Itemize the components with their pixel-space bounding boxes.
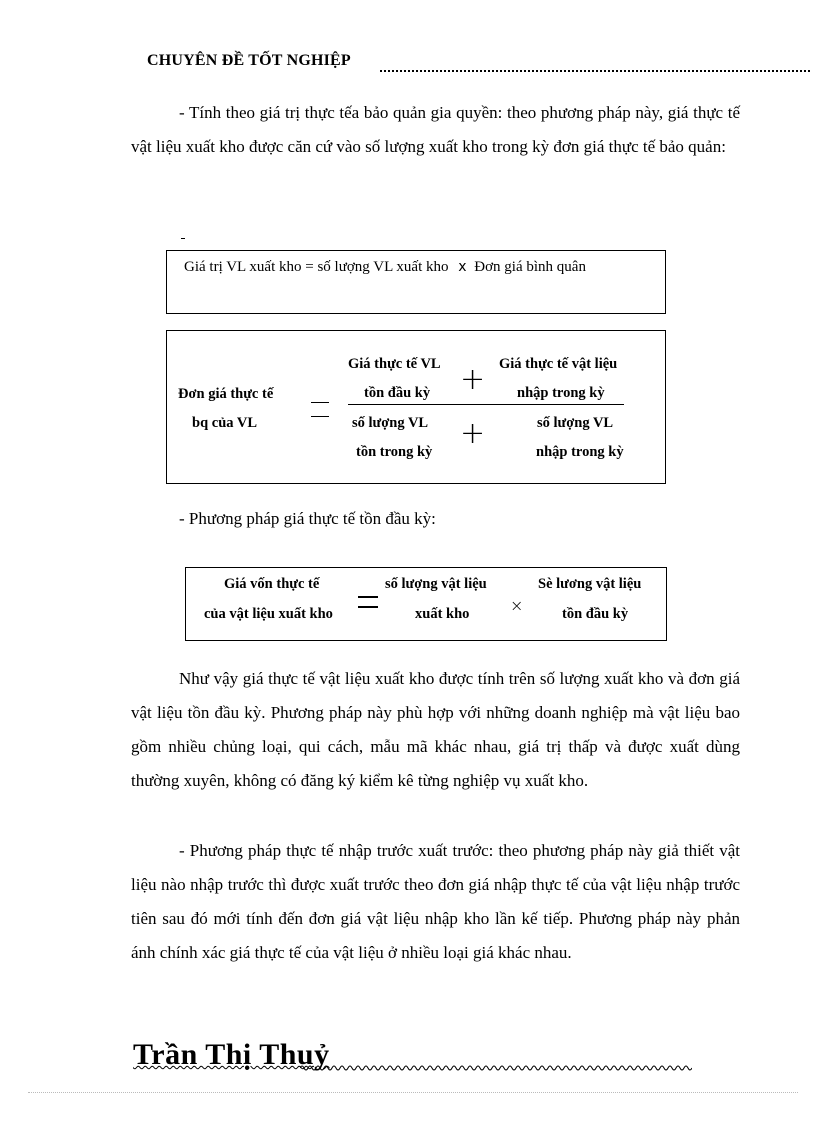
formula-box-average-unit-price	[166, 330, 666, 484]
formula-export-value-rhs: Đơn giá bình quân	[474, 259, 586, 275]
lhs-line2: bq của VL	[192, 415, 258, 431]
formula-export-value-lhs: Giá trị VL xuất kho = số lượng VL xuất kho	[184, 259, 449, 275]
numerator-a-line2: tồn đầu kỳ	[364, 385, 431, 401]
middle-line2: xuất kho	[415, 606, 470, 622]
formula-box-export-value	[166, 250, 666, 314]
lhs-line1: Giá vốn thực tế	[224, 576, 320, 592]
paragraph-opening-stock-method: - Phương pháp giá thực tế tồn đầu kỳ:	[179, 509, 436, 528]
equals-sign-bottom	[311, 416, 329, 417]
times-symbol: ×	[510, 596, 524, 615]
numerator-b-line2: nhập trong kỳ	[517, 385, 605, 401]
numerator-plus-icon: +	[460, 362, 486, 397]
document-header-title: CHUYÊN ĐỀ TỐT NGHIỆP	[147, 52, 351, 69]
rhs-line2: tồn đầu kỳ	[562, 606, 629, 622]
paragraph-weighted-average-intro: - Tính theo giá trị thực tếa bảo quản gia quyền: theo phương pháp này, giá thực tế vật liệu xuất kho được căn cứ vào số lượng xuất kho trong kỳ đơn giá thực tế bảo quản:	[131, 103, 740, 156]
signature-wavy-underline	[300, 1064, 692, 1072]
rhs-line1: Sè lương vật liệu	[538, 576, 642, 592]
footer-dotted-rule	[28, 1092, 798, 1093]
lhs-line1: Đơn giá thực tế	[178, 386, 274, 402]
author-signature: Trần Thị Thuỷ	[133, 1038, 330, 1071]
middle-line1: số lượng vật liệu	[385, 576, 487, 592]
lhs-line2: của vật liệu xuất kho	[204, 606, 333, 622]
denominator-a-line2: tồn trong kỳ	[356, 444, 433, 460]
paragraph-method-conclusion: Như vậy giá thực tế vật liệu xuất kho được tính trên số lượng xuất kho và đơn giá vật liệu tồn đầu kỳ. Phương pháp này phù hợp với những doanh nghiệp mà vật liệu bao gồm nhiều chủng loại, qui cách, mẫu mã khác nhau, giá trị thấp và được xuất dùng thường xuyên, không có đăng ký kiểm kê từng nghiệp vụ xuất kho.	[131, 669, 740, 790]
equals-sign-bottom	[358, 606, 378, 608]
equals-sign-top	[311, 402, 329, 403]
numerator-a-line1: Giá thực tế VL	[348, 356, 441, 372]
numerator-b-line1: Giá thực tế vật liệu	[499, 356, 618, 372]
denominator-plus-icon: +	[460, 416, 486, 451]
equals-sign-top	[358, 596, 378, 598]
stray-tick-mark	[181, 238, 185, 239]
paragraph-fifo-method: - Phương pháp thực tế nhập trước xuất trước: theo phương pháp này giả thiết vật liệu nào nhập trước thì được xuất trước theo đơn giá nhập thực tế của vật liệu nhập trước tiên sau đó mới tính đến đơn giá vật liệu nhập kho lần kế tiếp. Phương pháp này phản ánh chính xác giá thực tế của vật liệu ở nhiều loại giá khác nhau.	[131, 841, 740, 962]
formula-box-opening-stock-cost	[185, 567, 667, 641]
fraction-bar	[348, 404, 624, 405]
denominator-a-line1: số lượng VL	[352, 415, 429, 431]
denominator-b-line2: nhập trong kỳ	[536, 444, 624, 460]
formula-export-value	[184, 259, 586, 276]
denominator-b-line1: số lượng VL	[537, 415, 614, 431]
times-symbol: x	[458, 259, 467, 275]
header-dotted-rule	[380, 70, 810, 72]
